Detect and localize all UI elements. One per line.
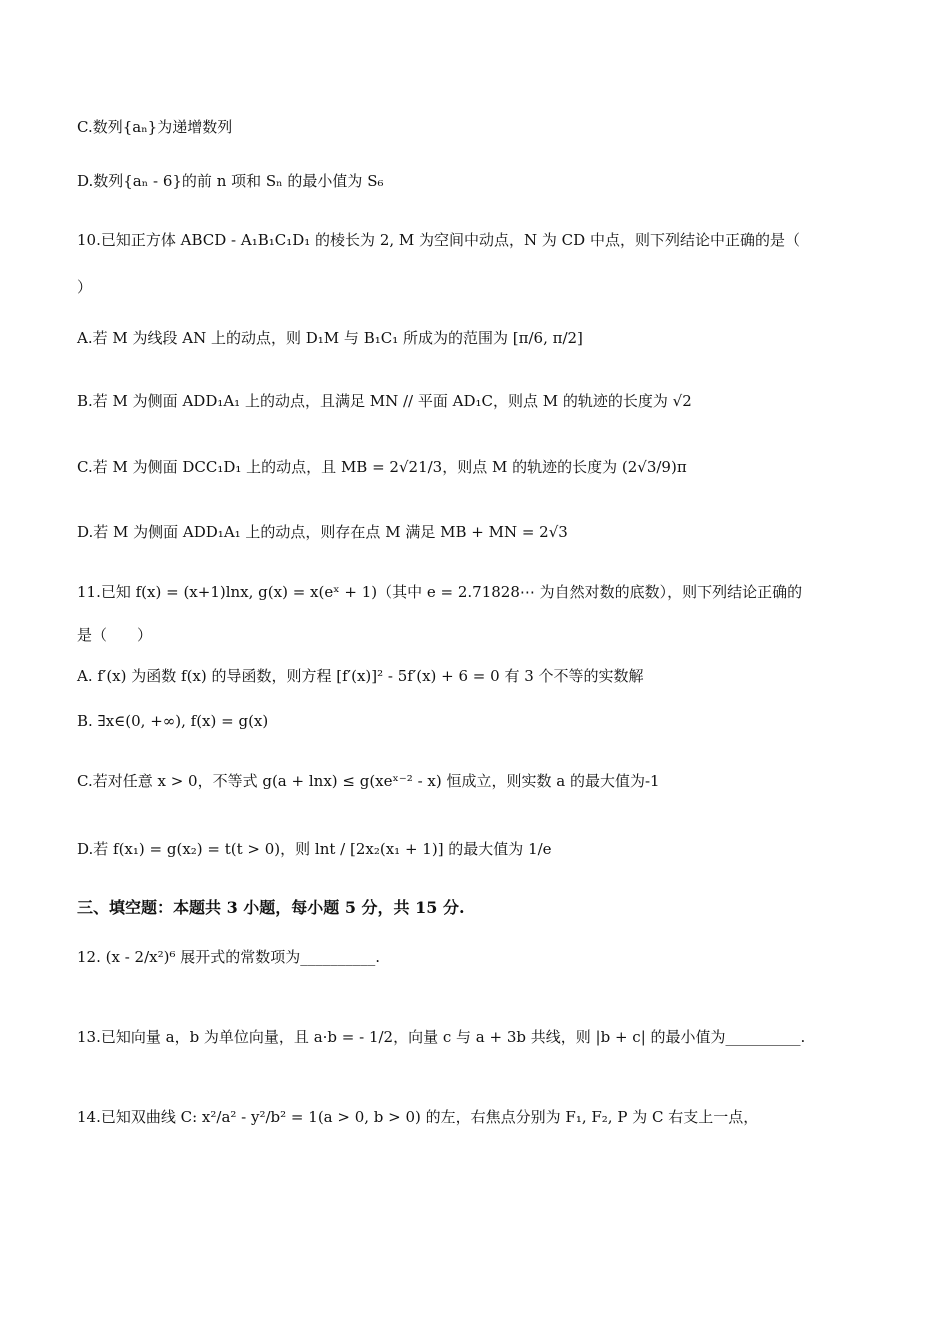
- option-10c: C.若 M 为侧面 DCC₁D₁ 上的动点，且 MB = 2√21/3，则点 M 的轨迹的长度为 (2√3/9)π: [77, 458, 687, 476]
- question-11-stem: 11.已知 f(x) = (x+1)lnx, g(x) = x(eˣ + 1)（其中 e = 2.71828⋯ 为自然对数的底数），则下列结论正确的: [77, 583, 803, 601]
- option-9d: D.数列{aₙ - 6}的前 n 项和 Sₙ 的最小值为 S₆: [77, 172, 384, 190]
- option-9c: C.数列{aₙ}为递增数列: [77, 118, 233, 136]
- question-12: 12. (x - 2/x²)⁶ 展开式的常数项为__________.: [77, 948, 381, 966]
- option-11d: D.若 f(x₁) = g(x₂) = t(t > 0)，则 lnt / [2x₂(x₁ + 1)] 的最大值为 1/e: [77, 840, 552, 858]
- option-11b: B. ∃x∈(0, +∞), f(x) = g(x): [77, 712, 269, 730]
- option-10b: B.若 M 为侧面 ADD₁A₁ 上的动点，且满足 MN // 平面 AD₁C，则点 M 的轨迹的长度为 √2: [77, 392, 692, 410]
- option-10a: A.若 M 为线段 AN 上的动点，则 D₁M 与 B₁C₁ 所成为的范围为 [π/6, π/2]: [77, 329, 583, 347]
- section-heading: 三、填空题：本题共 3 小题，每小题 5 分，共 15 分.: [77, 898, 465, 917]
- option-10d: D.若 M 为侧面 ADD₁A₁ 上的动点，则存在点 M 满足 MB + MN = 2√3: [77, 523, 568, 541]
- option-11a: A. f′(x) 为函数 f(x) 的导函数，则方程 [f′(x)]² - 5f′(x) + 6 = 0 有 3 个不等的实数解: [77, 667, 644, 685]
- question-13: 13.已知向量 a，b 为单位向量，且 a·b = - 1/2，向量 c 与 a + 3b 共线，则 |b + c| 的最小值为__________.: [77, 1028, 806, 1046]
- question-11-stem-end: 是（ ）: [77, 626, 153, 644]
- option-11c: C.若对任意 x > 0，不等式 g(a + lnx) ≤ g(xeˣ⁻² - x) 恒成立，则实数 a 的最大值为-1: [77, 772, 660, 790]
- question-14: 14.已知双曲线 C: x²/a² - y²/b² = 1(a > 0, b > 0) 的左，右焦点分别为 F₁, F₂, P 为 C 右支上一点，: [77, 1108, 759, 1126]
- question-10-stem-end: ）: [77, 278, 93, 296]
- question-10-stem: 10.已知正方体 ABCD - A₁B₁C₁D₁ 的棱长为 2, M 为空间中动点，N 为 CD 中点，则下列结论中正确的是（: [77, 231, 800, 249]
